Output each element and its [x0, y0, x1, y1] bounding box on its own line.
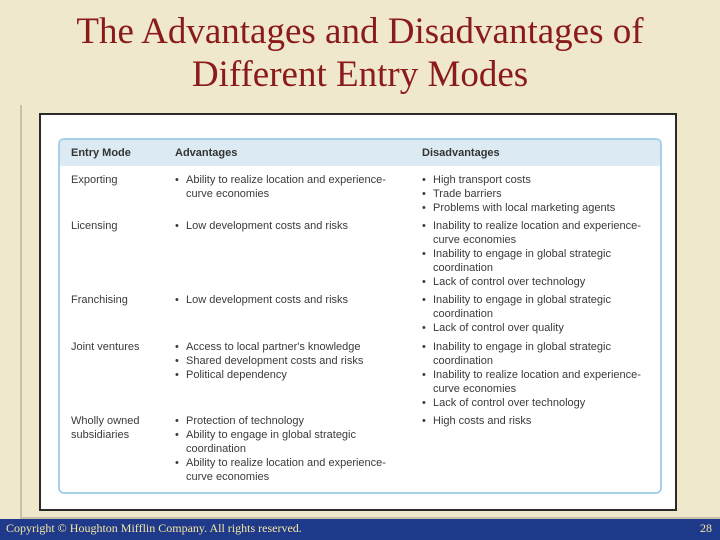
entry-mode-text: subsidiaries — [71, 429, 130, 441]
disadvantages-cell — [422, 173, 615, 215]
disadvantage-item — [422, 187, 615, 201]
disadvantage-item — [422, 247, 641, 275]
advantage-text: Ability to engage in global strategic — [186, 429, 356, 441]
advantage-item — [175, 414, 386, 428]
slide-title — [0, 10, 720, 96]
advantage-text: Shared development costs and risks — [186, 355, 364, 367]
disadvantages-cell — [422, 219, 641, 289]
disadvantages-cell — [422, 293, 611, 335]
disadvantage-text: curve economies — [433, 383, 517, 395]
header-advantages: Advantages — [175, 147, 238, 159]
bullet-icon: • — [175, 294, 179, 306]
advantage-text: Ability to realize location and experience- — [186, 174, 386, 186]
advantage-item — [175, 293, 348, 307]
disadvantage-text: coordination — [433, 355, 493, 367]
disadvantage-item — [422, 321, 611, 335]
advantage-text: Low development costs and risks — [186, 294, 349, 306]
bullet-icon: • — [422, 341, 426, 353]
bullet-icon: • — [175, 355, 179, 367]
disadvantages-cell — [422, 340, 641, 410]
advantages-cell — [175, 414, 386, 484]
disadvantage-text: Lack of control over quality — [433, 322, 564, 334]
advantage-text: curve economies — [186, 471, 270, 483]
advantages-cell — [175, 340, 363, 382]
disadvantage-text: coordination — [433, 308, 493, 320]
disadvantage-item — [422, 414, 531, 428]
disadvantage-text: Problems with local marketing agents — [433, 202, 616, 214]
advantage-text: Low development costs and risks — [186, 220, 349, 232]
header-disadvantages: Disadvantages — [422, 147, 500, 159]
entry-modes-table — [58, 138, 662, 494]
disadvantage-item — [422, 368, 641, 396]
disadvantage-text: Lack of control over technology — [433, 397, 586, 409]
bullet-icon: • — [422, 415, 426, 427]
entry-mode-text: Franchising — [71, 294, 128, 306]
slide-title-line-2: Different Entry Modes — [191, 54, 529, 95]
disadvantage-text: coordination — [433, 262, 493, 274]
bullet-icon: • — [175, 341, 179, 353]
entry-mode-cell — [71, 293, 128, 307]
bullet-icon: • — [422, 248, 426, 260]
entry-mode-cell — [71, 414, 139, 442]
bullet-icon: • — [422, 369, 426, 381]
disadvantage-text: Lack of control over technology — [433, 276, 586, 288]
disadvantage-item — [422, 219, 641, 247]
disadvantage-text: High transport costs — [433, 174, 531, 186]
advantage-text: Political dependency — [186, 369, 287, 381]
advantage-text: Protection of technology — [186, 415, 305, 427]
bullet-icon: • — [422, 174, 426, 186]
disadvantage-text: Inability to engage in global strategic — [433, 248, 611, 260]
entry-mode-text: Wholly owned — [71, 415, 140, 427]
disadvantage-item — [422, 275, 641, 289]
bullet-icon: • — [422, 220, 426, 232]
advantages-cell — [175, 293, 348, 307]
footer-bar — [0, 519, 720, 540]
disadvantage-item — [422, 173, 615, 187]
bullet-icon: • — [422, 202, 426, 214]
bullet-icon: • — [422, 322, 426, 334]
advantage-item — [175, 368, 363, 382]
advantage-item — [175, 456, 386, 484]
disadvantage-item — [422, 396, 641, 410]
entry-mode-cell — [71, 173, 117, 187]
disadvantage-text: Inability to engage in global strategic — [433, 294, 611, 306]
entry-mode-text: Licensing — [71, 220, 118, 232]
advantage-item — [175, 340, 363, 354]
disadvantage-item — [422, 201, 615, 215]
table-header — [60, 140, 660, 166]
header-entry-mode: Entry Mode — [71, 147, 131, 159]
bullet-icon: • — [175, 429, 179, 441]
bullet-icon: • — [175, 174, 179, 186]
entry-mode-cell — [71, 340, 139, 354]
disadvantage-text: Trade barriers — [433, 188, 502, 200]
advantage-text: Access to local partner's knowledge — [186, 341, 361, 353]
vertical-rule — [20, 105, 22, 517]
advantage-item — [175, 173, 386, 201]
bullet-icon: • — [175, 457, 179, 469]
disadvantage-item — [422, 340, 641, 368]
entry-mode-text: Exporting — [71, 174, 118, 186]
disadvantage-text: Inability to engage in global strategic — [433, 341, 611, 353]
advantage-item — [175, 428, 386, 456]
advantage-text: curve economies — [186, 188, 270, 200]
slide-title-line-1: The Advantages and Disadvantages of — [76, 11, 644, 52]
advantage-text: coordination — [186, 443, 246, 455]
bullet-icon: • — [175, 220, 179, 232]
disadvantage-text: Inability to realize location and experience- — [433, 220, 641, 232]
bullet-icon: • — [422, 276, 426, 288]
advantages-cell — [175, 173, 386, 201]
advantage-text: Ability to realize location and experience- — [186, 457, 386, 469]
disadvantage-item — [422, 293, 611, 321]
bullet-icon: • — [422, 188, 426, 200]
copyright-text: Copyright © Houghton Mifflin Company. All rights reserved. — [6, 521, 302, 535]
disadvantages-cell — [422, 414, 531, 428]
entry-mode-text: Joint ventures — [71, 341, 140, 353]
disadvantage-text: Inability to realize location and experience- — [433, 369, 641, 381]
advantage-item — [175, 219, 348, 233]
advantages-cell — [175, 219, 348, 233]
disadvantage-text: curve economies — [433, 234, 517, 246]
bullet-icon: • — [422, 397, 426, 409]
advantage-item — [175, 354, 363, 368]
bullet-icon: • — [175, 415, 179, 427]
page-number: 28 — [700, 521, 712, 535]
bullet-icon: • — [175, 369, 179, 381]
bullet-icon: • — [422, 294, 426, 306]
entry-mode-cell — [71, 219, 117, 233]
disadvantage-text: High costs and risks — [433, 415, 532, 427]
